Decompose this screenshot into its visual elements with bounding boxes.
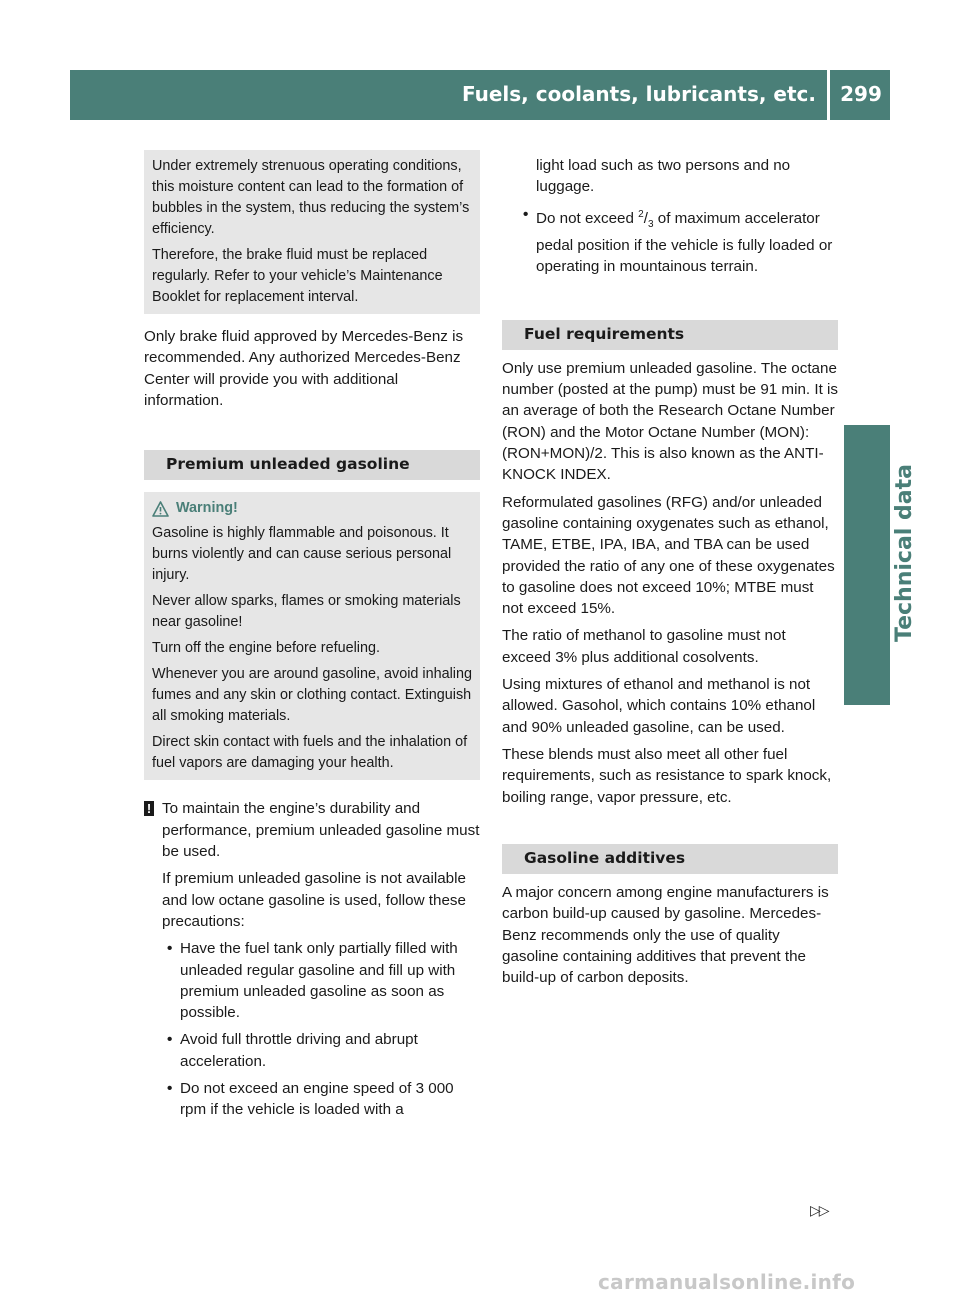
watermark: carmanualsonline.info [598,1270,856,1294]
note-subtext: If premium unleaded gasoline is not available and low octane gasoline is used, follow these precautions: [162,870,466,930]
fuel-paragraph: Only use premium unleaded gasoline. The octane number (posted at the pump) must be 91 min. It is an average of both the Research Octane Number (RON) and the Motor Octane Number (MON): (RON+MON)/2. This is also known as the ANTI-KNOCK INDEX. [502,359,838,484]
pedal-text-after: of maximum accelerator pedal position if the vehicle is fully loaded or operating in mountainous terrain. [536,209,833,276]
info-paragraph: Therefore, the brake fluid must be replaced regularly. Refer to your vehicle’s Maintenance Booklet for replacement interval. [152,247,443,305]
precaution-list [162,938,480,1120]
continued-text: light load such as two persons and no luggage. [536,157,791,196]
warning-title-text: Warning! [176,500,238,517]
right-column [502,155,838,995]
info-paragraph: Under extremely strenuous operating conditions, this moisture content can lead to the formation of bubbles in the system, thus reducing the system’s efficiency. [152,158,470,237]
continue-arrows-icon: ▷▷ [810,1202,828,1218]
section-heading-fuel: Fuel requirements [502,320,838,350]
header-divider [827,70,830,120]
pedal-text-before: Do not exceed [536,209,639,227]
warning-paragraph: Gasoline is highly flammable and poisonous. It burns violently and can cause serious personal injury. [152,525,452,584]
page-number: 299 [840,82,882,106]
fuel-paragraph: Using mixtures of ethanol and methanol is not allowed. Gasohol, which contains 10% ethanol and 90% unleaded gasoline, can be used. [502,676,816,736]
brake-fluid-paragraph: Only brake fluid approved by Mercedes-Benz is recommended. Any authorized Mercedes-Benz Center will provide you with additional information. [144,328,464,409]
warning-box [144,492,480,780]
section-heading-additives: Gasoline additives [502,844,838,874]
warning-paragraph: Never allow sparks, flames or smoking materials near gasoline! [152,593,461,631]
fraction-slash: / [643,209,648,227]
fraction-numerator: 2 [638,208,644,220]
warning-title [152,498,472,519]
list-item [518,204,838,278]
page-header [70,70,890,120]
fuel-paragraph: Reformulated gasolines (RFG) and/or unleaded gasoline containing oxygenates such as ethanol, TAME, ETBE, IPA, IBA, and TBA can be used provided the ratio of any one of these oxygenates to gasoline does not exceed 10%; MTBE must not exceed 15%. [502,493,835,618]
warning-paragraph: Whenever you are around gasoline, avoid inhaling fumes and any skin or clothing contact. Extinguish all smoking materials. [152,666,473,725]
section-tab-label: Technical data [892,464,917,642]
additives-paragraph: A major concern among engine manufacturers is carbon build-up caused by gasoline. Mercedes-Benz recommends only the use of quality gasoline containing additives that prevent the build-up of carbon deposits. [502,884,829,987]
warning-paragraph: Turn off the engine before refueling. [152,640,381,657]
warning-triangle-icon [152,501,169,517]
section-heading-premium: Premium unleaded gasoline [144,450,480,480]
fraction-denominator: 3 [647,218,654,230]
section-tab [844,425,890,705]
fuel-paragraph: The ratio of methanol to gasoline must not exceed 3% plus additional cosolvents. [502,627,786,666]
chapter-title: Fuels, coolants, lubricants, etc. [461,82,816,106]
list-item: • Avoid full throttle driving and abrupt acceleration. [162,1029,480,1072]
brake-fluid-info-box [144,150,480,314]
list-item: • Do not exceed an engine speed of 3 000 rpm if the vehicle is loaded with a [162,1078,480,1121]
left-column [144,150,480,1127]
caution-note [144,798,480,1120]
warning-paragraph: Direct skin contact with fuels and the inhalation of fuel vapors are damaging your health. [152,734,468,772]
caution-icon: ! [144,801,154,816]
fuel-paragraph: These blends must also meet all other fuel requirements, such as resistance to spark knock, boiling range, vapor pressure, etc. [502,745,832,806]
precaution-list-continued [518,204,838,278]
list-item: • Have the fuel tank only partially filled with unleaded regular gasoline and fill up with premium unleaded gasoline as soon as possible. [162,938,480,1023]
note-text: To maintain the engine’s durability and performance, premium unleaded gasoline must be used. [162,800,480,861]
